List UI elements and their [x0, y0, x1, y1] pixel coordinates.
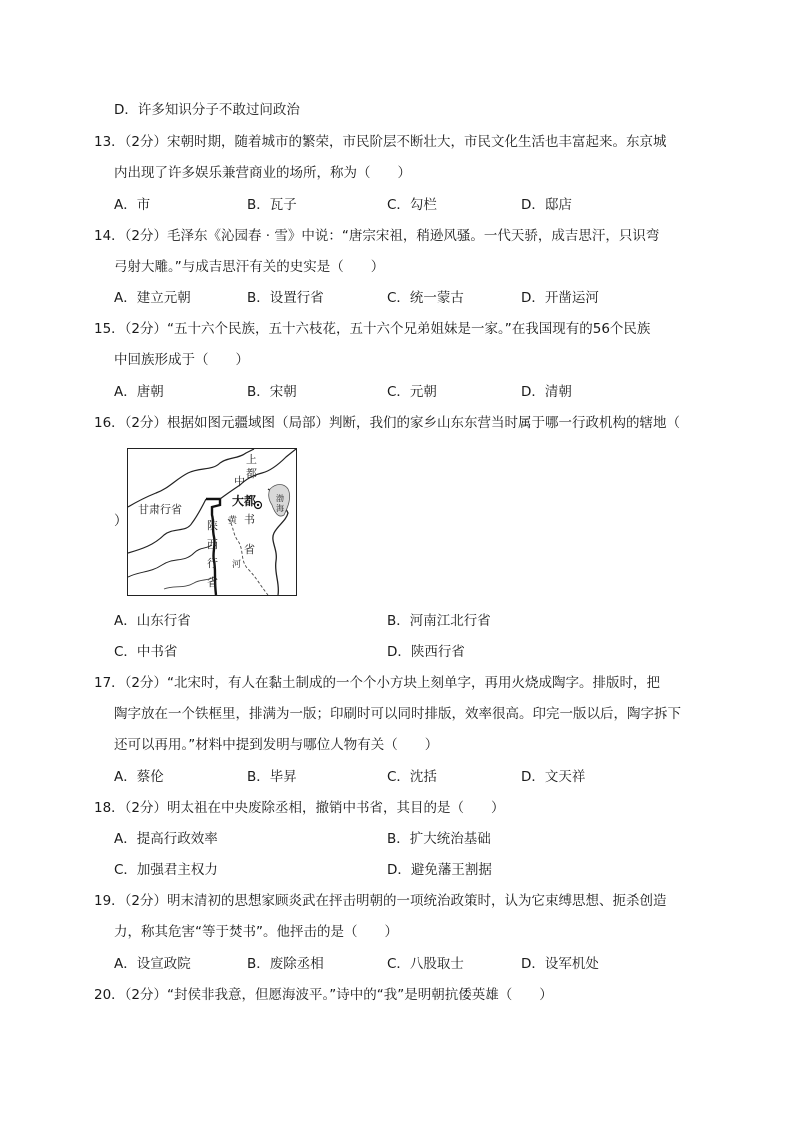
q18-option-a: A．提高行政效率	[114, 831, 218, 847]
q16-option-a: A．山东行省	[114, 613, 191, 629]
yuan-map-drawing	[128, 449, 296, 595]
q17-option-c: C．沈括	[387, 769, 437, 785]
q19-option-a: A．设宣政院	[114, 956, 191, 972]
q14-option-b: B．设置行省	[247, 290, 324, 306]
q16-stem-line1: 16．（2分）根据如图元疆域图（局部）判断，我们的家乡山东东营当时属于哪一行政机构的辖地（	[94, 415, 681, 431]
q17-stem-line2: 陶字放在一个铁框里，排满为一版；印刷时可以同时排版，效率很高。印完一版以后，陶字拆下	[114, 706, 681, 722]
q20-stem-line1: 20．（2分）“封侯非我意，但愿海波平。”诗中的“我”是明朝抗倭英雄（ ）	[94, 987, 553, 1003]
q19-stem-line1: 19．（2分）明末清初的思想家顾炎武在抨击明朝的一项统治政策时，认为它束缚思想、扼杀创造	[94, 893, 667, 909]
map-label-shaanxi-3: 行	[207, 557, 218, 570]
q16-option-c: C．中书省	[114, 644, 178, 660]
q17-option-a: A．蔡伦	[114, 769, 164, 785]
map-label-dadu: 大都	[232, 494, 257, 508]
map-label-shangdu-2: 都	[246, 467, 257, 480]
q13-option-a: A．市	[114, 197, 151, 213]
q15-stem-line2: 中回族形成于（ ）	[114, 352, 249, 368]
q15-option-b: B．宋朝	[247, 384, 297, 400]
q14-option-c: C．统一蒙古	[387, 290, 464, 306]
q15-option-c: C．元朝	[387, 384, 437, 400]
q17-stem-line3: 还可以再用。”材料中提到发明与哪位人物有关（ ）	[114, 737, 439, 753]
q18-option-d: D．避免藩王割据	[387, 862, 492, 878]
q16-option-d: D．陕西行省	[387, 644, 465, 660]
map-label-gansu: 甘肃行省	[138, 503, 182, 516]
q17-option-b: B．毕昇	[247, 769, 297, 785]
map-label-river-2: 河	[232, 560, 242, 570]
q17-option-d: D．文天祥	[521, 769, 586, 785]
q19-option-c: C．八股取士	[387, 956, 464, 972]
q17-stem-line1: 17．（2分）“北宋时，有人在黏土制成的一个个小方块上刻单字，再用火烧成陶字。排版时，把	[94, 675, 661, 691]
q18-option-c: C．加强君主权力	[114, 862, 218, 878]
map-label-zhongshu-3: 省	[244, 543, 255, 556]
q19-option-b: B．废除丞相	[247, 956, 324, 972]
map-label-shaanxi-2: 西	[207, 538, 218, 551]
q16-option-b: B．河南江北行省	[387, 613, 491, 629]
q13-option-b: B．瓦子	[247, 197, 297, 213]
q16-stem-line2: ）	[114, 513, 128, 529]
yuan-territory-map	[127, 448, 297, 596]
q18-stem-line1: 18．（2分）明太祖在中央废除丞相，撤销中书省，其目的是（ ）	[94, 800, 505, 816]
q19-stem-line2: 力，称其危害“等于焚书”。他抨击的是（ ）	[114, 924, 398, 940]
q13-option-d: D．邸店	[521, 197, 572, 213]
map-label-shangdu-1: 上	[246, 453, 257, 466]
q14-stem-line1: 14．（2分）毛泽东《沁园春 · 雪》中说：“唐宗宋祖，稍逊风骚。一代天骄，成吉思汗，只识弯	[94, 228, 660, 244]
q14-option-a: A．建立元朝	[114, 290, 191, 306]
map-label-zhongshu-2: 书	[244, 513, 255, 526]
southern-border-line	[128, 545, 212, 577]
q13-stem-line1: 13．（2分）宋朝时期，随着城市的繁荣，市民阶层不断壮大，市民文化生活也丰富起来。东京城	[94, 134, 667, 150]
yellow-river-line	[228, 519, 268, 595]
q14-option-d: D．开凿运河	[521, 290, 599, 306]
map-label-bohai-2: 海	[276, 504, 284, 513]
q14-stem-line2: 弓射大雕。”与成吉思汗有关的史实是（ ）	[114, 259, 385, 275]
map-label-shaanxi-4: 省	[207, 576, 218, 589]
q18-option-b: B．扩大统治基础	[387, 831, 491, 847]
q19-option-d: D．设军机处	[521, 956, 599, 972]
map-label-river-1: 黄	[228, 516, 238, 526]
map-label-shaanxi-1: 陕	[207, 519, 218, 532]
q15-stem-line1: 15．（2分）“五十六个民族，五十六枝花，五十六个兄弟姐妹是一家。”在我国现有的56个民族	[94, 321, 651, 337]
q15-option-d: D．清朝	[521, 384, 572, 400]
q13-stem-line2: 内出现了许多娱乐兼营商业的场所，称为（ ）	[114, 165, 411, 181]
dadu-capital-dot	[257, 504, 259, 506]
q15-option-a: A．唐朝	[114, 384, 164, 400]
q13-option-c: C．勾栏	[387, 197, 437, 213]
q12-option-d: D．许多知识分子不敢过问政治	[114, 102, 300, 118]
map-label-bohai-1: 渤	[276, 494, 284, 503]
map-label-zhongshu-1: 中	[234, 475, 245, 488]
